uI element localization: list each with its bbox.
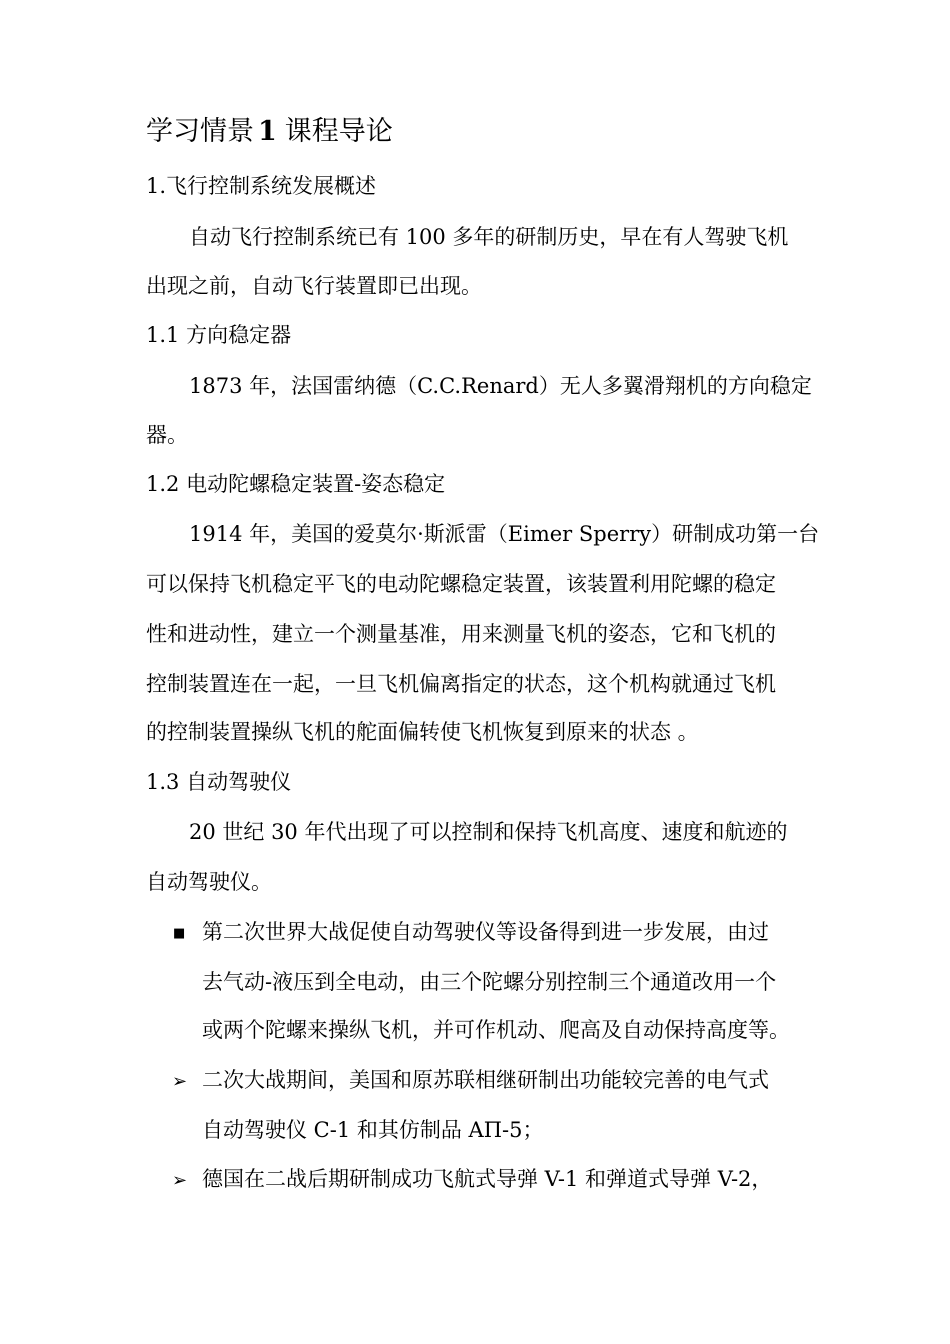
arrow-bullet-icon: ➢ <box>172 1170 188 1191</box>
title-number: 1 <box>258 116 277 147</box>
paragraph-2-line-2: 器。 <box>146 423 188 447</box>
section-title <box>146 118 393 145</box>
paragraph-1-line-2: 出现之前，自动飞行装置即已出现。 <box>146 274 482 298</box>
square-bullet-icon: ■ <box>173 926 186 941</box>
paragraph-1-line-1: 自动飞行控制系统已有 100 多年的研制历史，早在有人驾驶飞机 <box>189 225 789 249</box>
paragraph-3-line-2: 可以保持飞机稳定平飞的电动陀螺稳定装置，该装置利用陀螺的稳定 <box>146 572 776 596</box>
paragraph-3-line-3: 性和进动性，建立一个测量基准，用来测量飞机的姿态，它和飞机的 <box>146 622 776 646</box>
paragraph-4-line-2: 自动驾驶仪。 <box>146 870 272 894</box>
heading-1: 1.飞行控制系统发展概述 <box>146 174 377 198</box>
paragraph-3-line-4: 控制装置连在一起，一旦飞机偏离指定的状态，这个机构就通过飞机 <box>146 672 776 696</box>
heading-1-2: 1.2 电动陀螺稳定装置-姿态稳定 <box>146 472 446 496</box>
heading-1-3: 1.3 自动驾驶仪 <box>146 770 292 794</box>
bullet-1-line-3: 或两个陀螺来操纵飞机，并可作机动、爬高及自动保持高度等。 <box>202 1018 790 1042</box>
bullet-2-line-1: 二次大战期间，美国和原苏联相继研制出功能较完善的电气式 <box>202 1068 769 1092</box>
arrow-bullet-icon: ➢ <box>172 1071 188 1092</box>
bullet-3-line-1: 德国在二战后期研制成功飞航式导弹 V-1 和弹道式导弹 V-2， <box>202 1167 773 1191</box>
heading-1-1: 1.1 方向稳定器 <box>146 323 292 347</box>
paragraph-3-line-1: 1914 年，美国的爱莫尔·斯派雷（Eimer Sperry）研制成功第一台 <box>189 522 820 546</box>
bullet-2-line-2: 自动驾驶仪 C-1 和其仿制品 AΠ-5； <box>202 1118 544 1142</box>
bullet-1-line-2: 去气动-液压到全电动，由三个陀螺分别控制三个通道改用一个 <box>202 970 777 994</box>
title-suffix: 课程导论 <box>284 116 393 147</box>
paragraph-4-line-1: 20 世纪 30 年代出现了可以控制和保持飞机高度、速度和航迹的 <box>189 820 788 844</box>
paragraph-3-line-5: 的控制装置操纵飞机的舵面偏转使飞机恢复到原来的状态 。 <box>146 720 699 744</box>
bullet-1-line-1: 第二次世界大战促使自动驾驶仪等设备得到进一步发展，由过 <box>202 920 769 944</box>
paragraph-2-line-1: 1873 年，法国雷纳德（C.C.Renard）无人多翼滑翔机的方向稳定 <box>189 374 812 398</box>
title-prefix: 学习情景 <box>146 116 254 147</box>
